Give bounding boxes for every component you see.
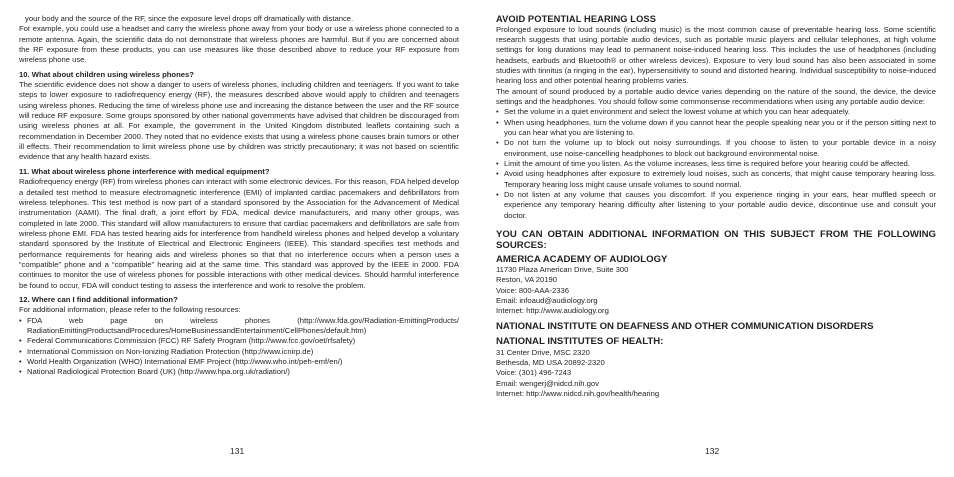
org2-line: Bethesda, MD USA 20892-2320: [496, 358, 605, 368]
question-11: 11. What about wireless phone interference with medical equipment?: [19, 166, 270, 176]
example-paragraph: For example, you could use a headset and carry the wireless phone away from your body or use a wireless phone connected to a remote antenna. Again, the scientific data do not demonstrate that wireless phones are harmful. But if you are concerned about the RF exposure from these products, you can use measures like those described above to reduce your RF exposure from wireless phone use.: [19, 24, 459, 65]
resource-list: [19, 316, 459, 378]
tip-item: • Limit the amount of time you listen. As the volume increases, less time is required before your hearing could be affected.: [496, 159, 936, 169]
answer-12: For additional information, please refer to the following resources:: [19, 305, 241, 315]
resource-item: • FDA web page on wireless phones (http://www.fda.gov/Radiation-EmittingProducts/ RadiationEmittingProductsandProcedures/HomeBusinessandEntertainment/CellPhones/default.htm): [19, 316, 459, 337]
answer-10: The scientific evidence does not show a danger to users of wireless phones, including children and teenagers. If you want to take steps to lower exposure to radiofrequency energy (RF), the measures described above would apply to children and teenagers using wireless phones. Reducing the time of wireless phone use and increasing the distance between the user and the RF source will reduce RF exposure. Some groups sponsored by other national governments have advised that children be discouraged from using wireless phones at all. For example, the government in the United Kingdom distributed leaflets containing such a recommendation in December 2000. They noted that no evidence exists that using a wireless phone causes brain tumors or other ill effects. Their recommendation to limit wireless phone use by children was strictly precautionary; it was not based on scientific evidence that any health hazard exists.: [19, 80, 459, 162]
question-10: 10. What about children using wireless phones?: [19, 69, 194, 79]
page-number-right: 132: [705, 446, 720, 456]
tip-item: • Do not turn the volume up to block out noisy surroundings. If you choose to listen to your portable device in a noisy environment, use noise-cancelling headphones to block out background environmental noise.: [496, 138, 936, 159]
intro-text: your body and the source of the RF, since the exposure level drops off dramatically with distance.: [25, 14, 354, 23]
tip-item: • When using headphones, turn the volume down if you cannot hear the people speaking near you or if the person sitting next to you can hear what you are listening to.: [496, 118, 936, 139]
tip-item: • Set the volume in a quiet environment and select the lowest volume at which you can hear adequately.: [496, 107, 936, 117]
org1-name: AMERICA ACADEMY OF AUDIOLOGY: [496, 254, 668, 266]
org2-line: 31 Center Drive, MSC 2320: [496, 347, 590, 357]
org2-name: NATIONAL INSTITUTE ON DEAFNESS AND OTHER COMMUNICATION DISORDERS: [496, 320, 874, 332]
answer-11: Radiofrequency energy (RF) from wireless phones can interact with some electronic devices. For this reason, FDA helped develop a detailed test method to measure electromagnetic interference (EMI) of implanted cardiac pacemakers and defibrillators from wireless telephones. This test method is now part of a standard sponsored by the Association for the Advancement of Medical instrumentation (AAMI). The final draft, a joint effort by FDA, medical device manufacturers, and many other groups, was completed in late 2000. This standard will allow manufacturers to ensure that cardiac pacemakers and defibrillators are safe from wireless phone EMI. FDA has tested hearing aids for interference from handheld wireless phones and helped develop a voluntary standard sponsored by the Institute of Electrical and Electronic Engineers (IEEE). This standard specifies test methods and performance requirements for hearing aids and wireless phones so that that no interference occurs when a person uses a “compatible” phone and a “compatible” hearing aid at the same time. This standard was approved by the IEEE in 2000. FDA continues to monitor the use of wireless phones for possible interactions with other medical devices. Should harmful interference be found to occur, FDA will conduct testing to assess the interference and work to resolve the problem.: [19, 177, 459, 290]
hearing-loss-heading: AVOID POTENTIAL HEARING LOSS: [496, 14, 656, 24]
org1-address: [496, 265, 936, 317]
hearing-paragraph-1: Prolonged exposure to loud sounds (including music) is the most common cause of preventable hearing loss. Some scientific research suggests that using portable audio devices, such as portable music players and cellular telephones, at high volume settings for long durations may lead to permanent noise-induced hearing loss. This includes the use of headphones (including headsets, earbuds and Bluetooth® or other wireless devices). Exposure to very loud sound has also been associated in some studies with tinnitus (a ringing in the ear), hypersensitivity to sound and distorted hearing. Individual susceptibility to noise-induced hearing loss and other potential hearing problems varies.: [496, 24, 936, 86]
org1-line: 11730 Plaza American Drive, Suite 300: [496, 265, 629, 275]
org1-line: Reston, VA 20190: [496, 275, 558, 285]
resource-item: • Federal Communications Commission (FCC) RF Safety Program (http://www.fcc.gov/oet/rfsafety): [19, 336, 459, 346]
org1-line: Email: infoaud@audiology.org: [496, 296, 598, 306]
hearing-paragraph-2: The amount of sound produced by a portable audio device varies depending on the nature of the sound, the device, the device settings and the headphones. You should follow some commonsense recommendations when using any portable audio device:: [496, 86, 936, 106]
org1-line: Voice: 800-AAA-2336: [496, 285, 570, 295]
org2-subname: NATIONAL INSTITUTES OF HEALTH:: [496, 335, 664, 347]
right-page: [496, 14, 936, 399]
tips-list: [496, 107, 936, 221]
resource-item: • World Health Organization (WHO) International EMF Project (http://www.who.int/peh-emf/en/): [19, 357, 459, 367]
info-sources-heading: YOU CAN OBTAIN ADDITIONAL INFORMATION ON THIS SUBJECT FROM THE FOLLOWING SOURCES:: [496, 229, 936, 252]
question-12: 12. Where can I find additional information?: [19, 294, 178, 304]
org2-line: Voice: (301) 496-7243: [496, 368, 572, 378]
resource-item: • National Radiological Protection Board (UK) (http://www.hpa.org.uk/radiation/): [19, 367, 459, 377]
org2-address: [496, 348, 936, 400]
org2-line: Email: wengerj@nidcd.nih.gov: [496, 378, 599, 388]
org1-line: Internet: http://www.audiology.org: [496, 306, 609, 316]
page-number-left: 131: [230, 446, 245, 456]
tip-item: • Do not listen at any volume that causes you discomfort. If you experience ringing in your ears, hear muffled speech or experience any temporary hearing difficulty after listening to your portable audio device, discontinue use and consult your doctor.: [496, 190, 936, 221]
tip-item: • Avoid using headphones after exposure to extremely loud noises, such as concerts, that might cause temporary hearing loss. Temporary hearing loss might cause unsafe volumes to sound normal.: [496, 169, 936, 190]
resource-item: • International Commission on Non-Ionizing Radiation Protection (http://www.icnirp.de): [19, 347, 459, 357]
org2-line: Internet: http://www.nidcd.nih.gov/health/hearing: [496, 389, 660, 399]
left-page: [19, 14, 459, 378]
